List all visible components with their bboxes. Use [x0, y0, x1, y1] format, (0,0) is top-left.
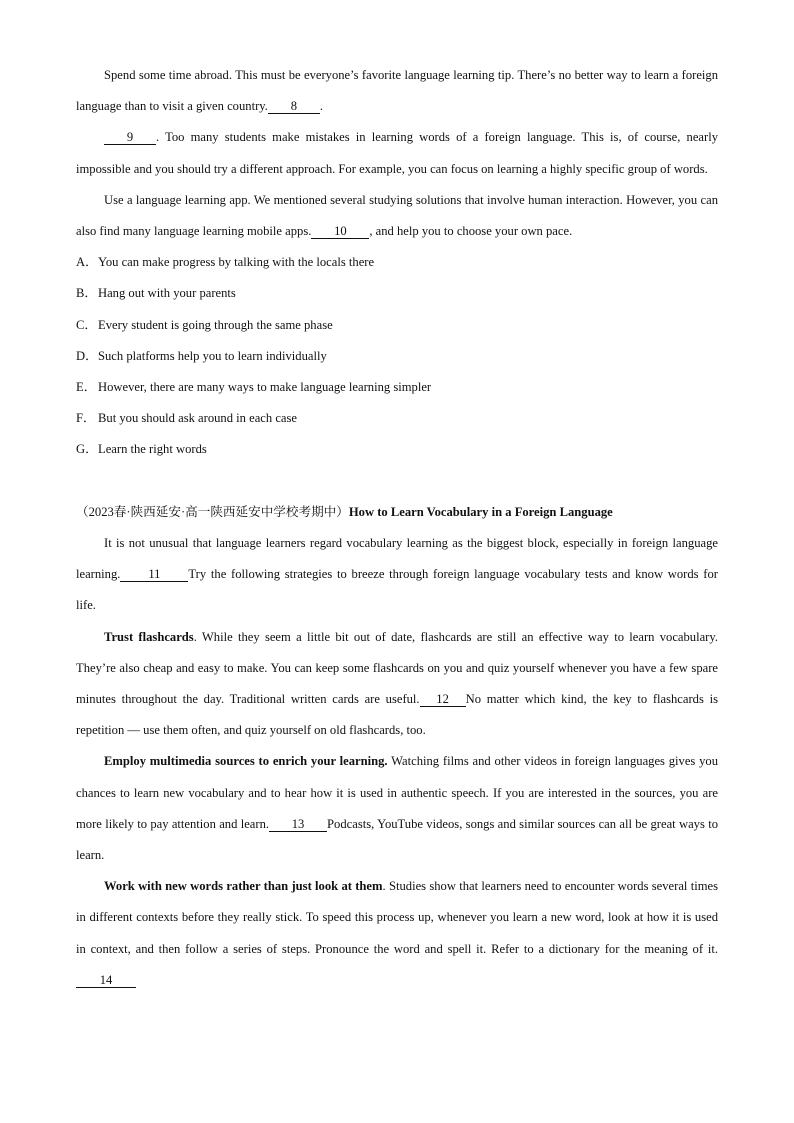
paragraph-app [76, 185, 718, 247]
blank-8[interactable]: 8 [268, 99, 320, 114]
blank-12[interactable]: 12 [420, 692, 466, 707]
option-e [76, 372, 718, 403]
option-text: However, there are many ways to make language learning simpler [98, 380, 432, 395]
paragraph-multimedia [76, 746, 718, 871]
paragraph-abroad [76, 60, 718, 122]
bold-heading: Employ multimedia sources to enrich your learning. [104, 754, 388, 769]
option-letter: G． [76, 442, 98, 457]
option-f [76, 403, 718, 434]
option-letter: F． [76, 411, 96, 426]
paragraph-flashcards [76, 622, 718, 747]
option-b [76, 278, 718, 309]
bold-heading: Trust flashcards [104, 629, 194, 644]
text: Try the following strategies to breeze through foreign language vocabulary tests and know words for life. [76, 567, 718, 613]
option-text: But you should ask around in each case [98, 411, 298, 426]
blank-13[interactable]: 13 [269, 817, 327, 832]
text: , and help you to choose your own pace. [369, 224, 573, 239]
spacer [76, 466, 718, 497]
passage-heading [76, 497, 718, 528]
option-text: You can make progress by talking with the locals there [98, 255, 375, 270]
text: No matter which kind, the key to flashcards is repetition — use them often, and quiz yourself on old flashcards, too. [76, 692, 718, 738]
text: Podcasts, YouTube videos, songs and similar sources can all be great ways to learn. [76, 816, 718, 863]
text: Watching films and other videos in foreign languages gives you chances to learn new vocabulary and to hear how it is used in authentic speech. If you are interested in the sources, you are more likely to pay attention and learn. [76, 754, 718, 831]
option-letter: D． [76, 348, 98, 363]
paragraph-new-words [76, 871, 718, 996]
text: . While they seem a little bit out of date, flashcards are still an effective way to learn vocabulary. They’re also cheap and easy to make. You can keep some flashcards on you and quiz yourself whenever you have a few spare minutes throughout the day. Traditional written cards are useful. [76, 629, 719, 707]
option-a [76, 247, 718, 278]
source-label: （2023春·陕西延安·高一陕西延安中学校考期中） [76, 504, 349, 519]
bold-heading: Work with new words rather than just look at them [104, 879, 383, 894]
option-g [76, 434, 718, 465]
option-d [76, 341, 718, 372]
blank-14[interactable]: 14 [76, 973, 136, 988]
text: Use a language learning app. We mentioned several studying solutions that involve human interaction. However, you can also find many language learning mobile apps. [76, 192, 718, 239]
option-letter: B． [76, 286, 97, 301]
passage-title: How to Learn Vocabulary in a Foreign Language [348, 504, 613, 519]
paragraph-words [76, 122, 718, 184]
text: Spend some time abroad. This must be everyone’s favorite language learning tip. There’s no better way to learn a foreign language than to visit a given country. [76, 68, 718, 114]
option-letter: C． [76, 317, 97, 332]
document-page [76, 60, 718, 996]
option-c [76, 310, 718, 341]
option-text: Learn the right words [98, 442, 207, 457]
blank-9[interactable]: 9 [104, 130, 156, 145]
option-letter: E． [76, 380, 97, 395]
text: . Studies show that learners need to encounter words several times in different contexts before they really stick. To speed this process up, whenever you learn a new word, look at how it is used in context, and then follow a series of steps. Pronounce the word and spell it. Refer to a dictionary for the meaning of it. [76, 879, 719, 956]
text: It is not unusual that language learners regard vocabulary learning as the biggest block, especially in foreign language learning. [76, 536, 718, 582]
blank-11[interactable]: 11 [120, 567, 188, 582]
option-text: Such platforms help you to learn individually [98, 348, 327, 363]
option-text: Hang out with your parents [98, 286, 236, 301]
blank-10[interactable]: 10 [311, 224, 369, 239]
option-text: Every student is going through the same phase [98, 317, 333, 332]
paragraph-intro [76, 528, 718, 622]
text: . [319, 99, 324, 114]
option-letter: A． [76, 255, 98, 270]
text: . Too many students make mistakes in learning words of a foreign language. This is, of course, nearly impossible and you should try a different approach. For example, you can focus on learning a highly specific group of words. [76, 130, 718, 176]
options-list [76, 247, 718, 465]
